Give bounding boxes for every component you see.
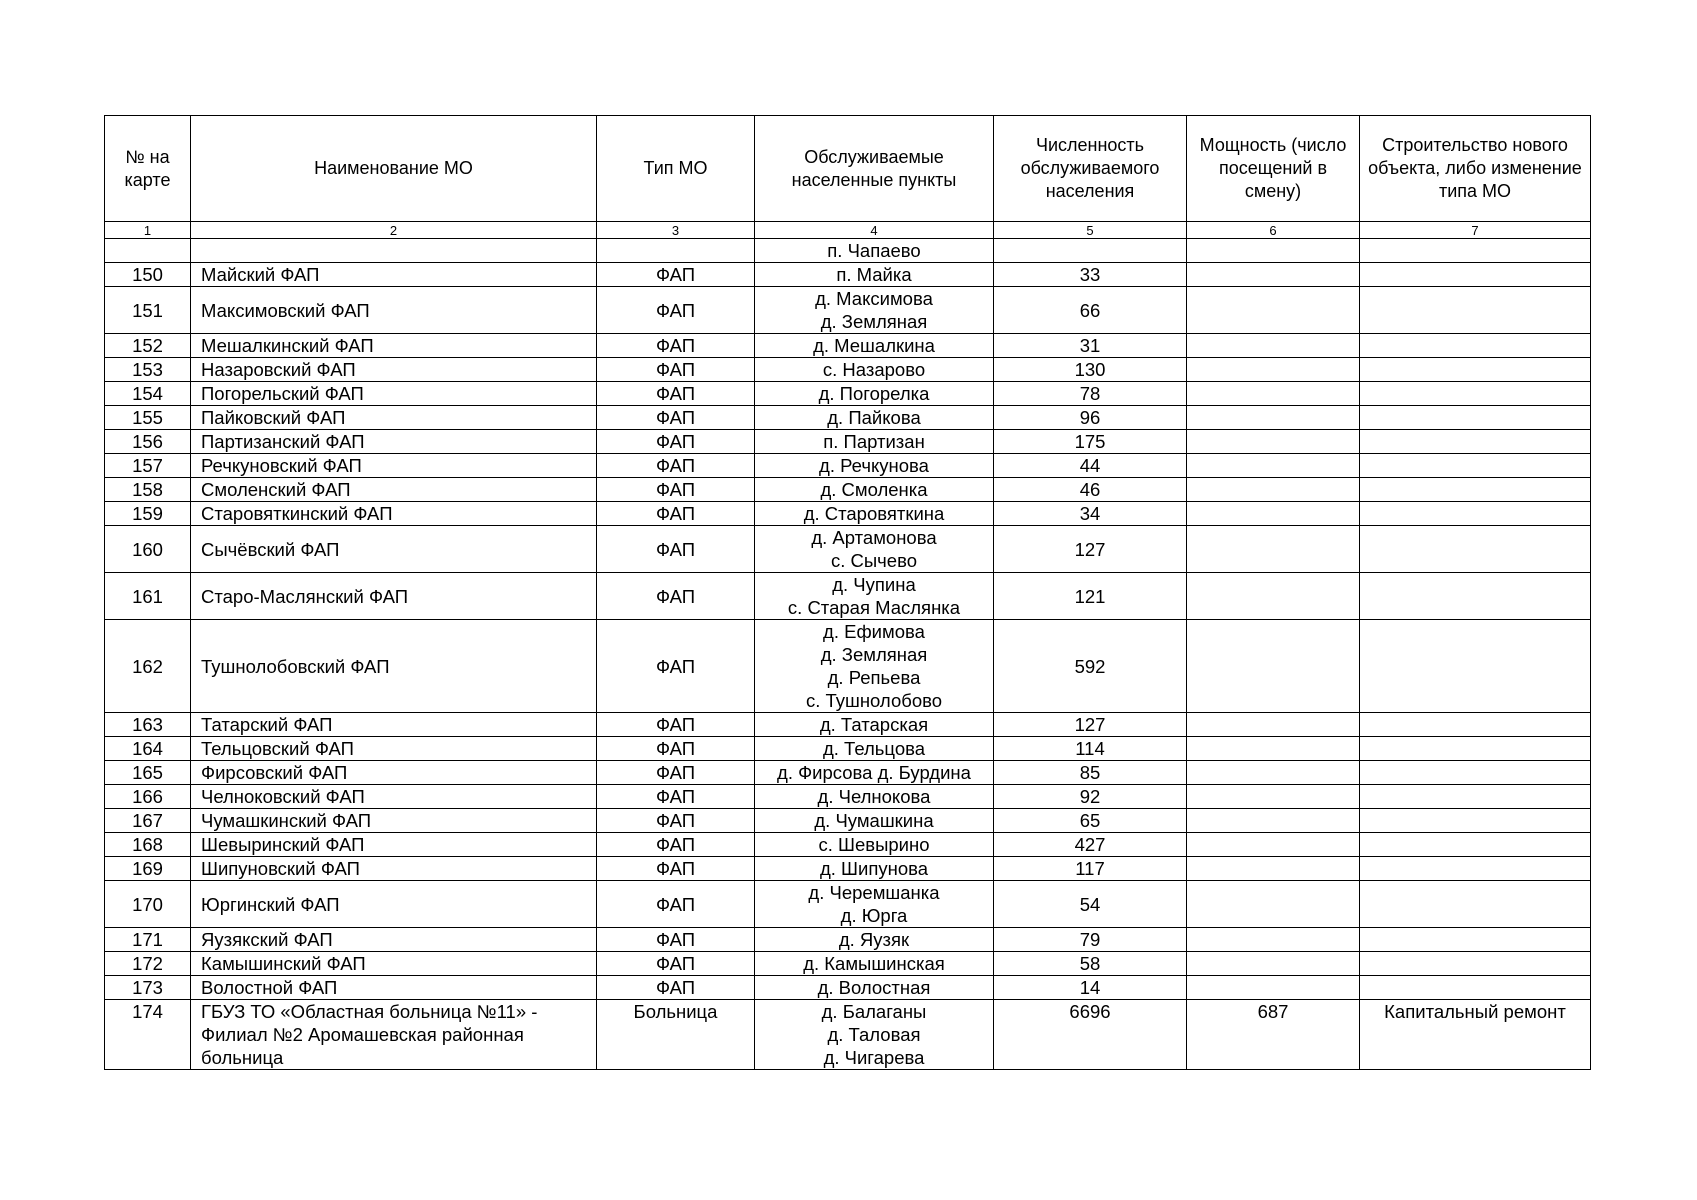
cell-population: 66 [994,287,1187,334]
cell-mo-type: ФАП [597,382,755,406]
cell-map-number: 156 [105,430,191,454]
cell-settlements [755,881,994,928]
cell-settlements [755,287,994,334]
cell-construction [1360,382,1591,406]
settlement-name: д. Тельцова [822,738,926,759]
settlement-name: д. Ефимова [823,621,925,642]
cell-mo-name: ГБУЗ ТО «Областная больница №11» - Филиал №2 Аромашевская районная больница [191,1000,597,1070]
cell-settlements [755,785,994,809]
cell-mo-type: ФАП [597,785,755,809]
cell-mo-type: ФАП [597,454,755,478]
settlement-name: с. Сычево [830,550,918,571]
cell-mo-type: ФАП [597,833,755,857]
cell-construction [1360,952,1591,976]
cell-mo-type: ФАП [597,620,755,713]
cell-population: 121 [994,573,1187,620]
cell-construction [1360,573,1591,620]
cell-map-number: 173 [105,976,191,1000]
cell-settlements [755,478,994,502]
header-settlements: Обслуживаемые населенные пункты [755,116,994,222]
cell-construction [1360,809,1591,833]
cell-capacity [1187,952,1360,976]
settlement-name: д. Татарская [819,714,929,735]
settlement-name: д. Пайкова [827,407,921,428]
settlement-name: д. Чупина [832,574,916,595]
cell-mo-type: ФАП [597,857,755,881]
cell-settlements [755,454,994,478]
cell-construction [1360,620,1591,713]
cell-capacity [1187,976,1360,1000]
cell-settlements [755,406,994,430]
cell-population: 79 [994,928,1187,952]
cell-mo-type: ФАП [597,263,755,287]
table-row [105,573,1591,620]
settlement-name: д. Балаганы [821,1001,927,1022]
settlement-name: с. Тушнолобово [805,690,943,711]
table-row [105,454,1591,478]
cell-mo-type: ФАП [597,358,755,382]
cell-construction [1360,761,1591,785]
cell-map-number: 155 [105,406,191,430]
cell-map-number: 174 [105,1000,191,1070]
cell-capacity [1187,239,1360,263]
cell-settlements [755,334,994,358]
cell-population: 46 [994,478,1187,502]
cell-mo-name: Смоленский ФАП [191,478,597,502]
cell-population: 31 [994,334,1187,358]
cell-settlements [755,620,994,713]
cell-capacity [1187,857,1360,881]
cell-map-number: 162 [105,620,191,713]
cell-population [994,239,1187,263]
table-row [105,478,1591,502]
table-body [105,239,1591,1070]
cell-construction [1360,478,1591,502]
column-number-row [105,222,1591,239]
cell-map-number [105,239,191,263]
cell-map-number: 151 [105,287,191,334]
cell-construction [1360,430,1591,454]
table-row [105,952,1591,976]
cell-mo-type [597,239,755,263]
settlement-name: п. Партизан [823,431,925,452]
cell-capacity [1187,573,1360,620]
cell-capacity [1187,809,1360,833]
cell-population: 54 [994,881,1187,928]
cell-map-number: 153 [105,358,191,382]
settlement-name: д. Яузяк [838,929,910,950]
cell-settlements [755,737,994,761]
cell-settlements [755,976,994,1000]
cell-settlements [755,952,994,976]
cell-population: 127 [994,713,1187,737]
settlement-name: д. Таловая [827,1024,921,1045]
cell-capacity [1187,406,1360,430]
cell-mo-name [191,239,597,263]
cell-settlements [755,809,994,833]
cell-population: 34 [994,502,1187,526]
cell-capacity [1187,334,1360,358]
cell-mo-type: ФАП [597,406,755,430]
cell-settlements [755,358,994,382]
cell-mo-name: Сычёвский ФАП [191,526,597,573]
cell-mo-type: ФАП [597,334,755,358]
cell-mo-name: Челноковский ФАП [191,785,597,809]
cell-construction [1360,287,1591,334]
cell-mo-type: ФАП [597,881,755,928]
cell-mo-type: ФАП [597,430,755,454]
cell-mo-type: ФАП [597,952,755,976]
table-row [105,976,1591,1000]
cell-construction [1360,526,1591,573]
header-mo-name: Наименование МО [191,116,597,222]
cell-mo-type: ФАП [597,573,755,620]
header-mo-type: Тип МО [597,116,755,222]
cell-population: 85 [994,761,1187,785]
cell-map-number: 170 [105,881,191,928]
settlement-name: д. Юрга [840,905,908,926]
settlement-name: д. Челнокова [817,786,931,807]
cell-capacity [1187,881,1360,928]
cell-capacity [1187,737,1360,761]
cell-construction: Капитальный ремонт [1360,1000,1591,1070]
cell-mo-name: Мешалкинский ФАП [191,334,597,358]
settlement-name: д. Старовяткина [803,503,945,524]
cell-mo-type: ФАП [597,976,755,1000]
table-row [105,809,1591,833]
cell-capacity [1187,526,1360,573]
cell-mo-name: Яузякский ФАП [191,928,597,952]
settlement-name: д. Камышинская [803,953,945,974]
cell-population: 6696 [994,1000,1187,1070]
cell-mo-type: ФАП [597,928,755,952]
cell-mo-name: Старовяткинский ФАП [191,502,597,526]
cell-construction [1360,713,1591,737]
cell-map-number: 167 [105,809,191,833]
cell-construction [1360,502,1591,526]
cell-settlements [755,526,994,573]
cell-capacity [1187,454,1360,478]
cell-capacity [1187,478,1360,502]
cell-settlements [755,430,994,454]
cell-map-number: 159 [105,502,191,526]
cell-mo-type: ФАП [597,713,755,737]
settlement-name: п. Чапаево [827,240,921,261]
cell-mo-type: ФАП [597,502,755,526]
cell-settlements [755,857,994,881]
cell-mo-type: ФАП [597,526,755,573]
cell-settlements [755,239,994,263]
cell-construction [1360,976,1591,1000]
settlement-name: п. Майка [836,264,912,285]
header-row [105,116,1591,222]
table-row [105,430,1591,454]
settlement-name: д. Земляная [820,311,928,332]
cell-mo-name: Партизанский ФАП [191,430,597,454]
cell-settlements [755,928,994,952]
cell-map-number: 150 [105,263,191,287]
cell-population: 127 [994,526,1187,573]
cell-settlements [755,382,994,406]
cell-capacity [1187,761,1360,785]
cell-mo-type: Больница [597,1000,755,1070]
cell-mo-name: Тельцовский ФАП [191,737,597,761]
table-row [105,239,1591,263]
cell-population: 130 [994,358,1187,382]
settlement-name: д. Шипунова [819,858,929,879]
cell-settlements [755,1000,994,1070]
cell-map-number: 163 [105,713,191,737]
table-row [105,713,1591,737]
cell-population: 44 [994,454,1187,478]
cell-mo-name: Назаровский ФАП [191,358,597,382]
cell-population: 592 [994,620,1187,713]
cell-map-number: 154 [105,382,191,406]
cell-mo-name: Шипуновский ФАП [191,857,597,881]
cell-population: 58 [994,952,1187,976]
header-map-number: № на карте [105,116,191,222]
settlement-name: д. Черемшанка [808,882,940,903]
table-row [105,761,1591,785]
cell-population: 33 [994,263,1187,287]
cell-capacity [1187,785,1360,809]
cell-mo-type: ФАП [597,761,755,785]
cell-construction [1360,737,1591,761]
column-number: 4 [755,222,994,239]
cell-construction [1360,857,1591,881]
cell-map-number: 172 [105,952,191,976]
cell-mo-name: Погорельский ФАП [191,382,597,406]
cell-population: 114 [994,737,1187,761]
settlement-name: д. Земляная [820,644,928,665]
cell-mo-name: Шевыринский ФАП [191,833,597,857]
cell-mo-name: Пайковский ФАП [191,406,597,430]
cell-mo-name: Майский ФАП [191,263,597,287]
cell-settlements [755,833,994,857]
cell-mo-name: Речкуновский ФАП [191,454,597,478]
table-row [105,833,1591,857]
settlement-name: д. Погорелка [818,383,930,404]
column-number: 1 [105,222,191,239]
settlement-name: д. Чумашкина [814,810,934,831]
cell-mo-type: ФАП [597,287,755,334]
settlement-name: с. Старая Маслянка [787,597,961,618]
cell-construction [1360,785,1591,809]
cell-capacity [1187,502,1360,526]
settlement-name: д. Фирсова д. Бурдина [777,762,971,783]
cell-mo-type: ФАП [597,478,755,502]
settlement-name: д. Речкунова [819,455,929,476]
settlement-name: д. Мешалкина [813,335,935,356]
cell-population: 175 [994,430,1187,454]
cell-capacity [1187,430,1360,454]
table-row [105,928,1591,952]
cell-capacity [1187,620,1360,713]
table-row [105,881,1591,928]
cell-mo-name: Фирсовский ФАП [191,761,597,785]
cell-mo-name: Юргинский ФАП [191,881,597,928]
cell-capacity: 687 [1187,1000,1360,1070]
column-number: 5 [994,222,1187,239]
column-number: 6 [1187,222,1360,239]
table-row [105,263,1591,287]
table-row [105,334,1591,358]
cell-construction [1360,406,1591,430]
cell-mo-name: Тушнолобовский ФАП [191,620,597,713]
cell-mo-name: Старо-Маслянский ФАП [191,573,597,620]
column-number: 3 [597,222,755,239]
cell-population: 78 [994,382,1187,406]
cell-capacity [1187,358,1360,382]
table-row [105,857,1591,881]
cell-construction [1360,334,1591,358]
cell-map-number: 157 [105,454,191,478]
cell-construction [1360,239,1591,263]
header-population: Численность обслуживаемого населения [994,116,1187,222]
cell-settlements [755,573,994,620]
cell-mo-name: Татарский ФАП [191,713,597,737]
cell-population: 117 [994,857,1187,881]
table-row [105,1000,1591,1070]
cell-capacity [1187,382,1360,406]
facilities-table [104,115,1591,1070]
cell-map-number: 166 [105,785,191,809]
cell-construction [1360,833,1591,857]
table-row [105,502,1591,526]
cell-settlements [755,502,994,526]
settlement-name: д. Волостная [817,977,931,998]
table-row [105,785,1591,809]
cell-settlements [755,263,994,287]
column-number: 2 [191,222,597,239]
cell-capacity [1187,263,1360,287]
cell-map-number: 160 [105,526,191,573]
settlement-name: д. Максимова [815,288,933,309]
cell-construction [1360,928,1591,952]
cell-map-number: 169 [105,857,191,881]
cell-settlements [755,713,994,737]
table-row [105,620,1591,713]
cell-mo-name: Камышинский ФАП [191,952,597,976]
cell-population: 92 [994,785,1187,809]
cell-map-number: 168 [105,833,191,857]
table-row [105,287,1591,334]
table-row [105,382,1591,406]
settlement-name: д. Артамонова [811,527,937,548]
settlement-name: д. Репьева [827,667,921,688]
cell-construction [1360,454,1591,478]
column-number: 7 [1360,222,1591,239]
cell-mo-name: Волостной ФАП [191,976,597,1000]
cell-population: 96 [994,406,1187,430]
settlement-name: д. Чигарева [823,1047,925,1068]
cell-population: 14 [994,976,1187,1000]
header-capacity: Мощность (число посещений в смену) [1187,116,1360,222]
cell-settlements [755,761,994,785]
settlement-name: с. Шевырино [818,834,930,855]
cell-mo-name: Чумашкинский ФАП [191,809,597,833]
cell-map-number: 152 [105,334,191,358]
cell-map-number: 164 [105,737,191,761]
table-row [105,358,1591,382]
cell-mo-type: ФАП [597,809,755,833]
table-row [105,737,1591,761]
cell-construction [1360,881,1591,928]
cell-population: 65 [994,809,1187,833]
cell-mo-name: Максимовский ФАП [191,287,597,334]
cell-construction [1360,263,1591,287]
cell-map-number: 165 [105,761,191,785]
cell-construction [1360,358,1591,382]
cell-population: 427 [994,833,1187,857]
cell-capacity [1187,928,1360,952]
cell-capacity [1187,713,1360,737]
cell-map-number: 158 [105,478,191,502]
table-row [105,526,1591,573]
settlement-name: с. Назарово [822,359,926,380]
cell-mo-type: ФАП [597,737,755,761]
table-row [105,406,1591,430]
cell-capacity [1187,833,1360,857]
settlement-name: д. Смоленка [820,479,928,500]
cell-capacity [1187,287,1360,334]
cell-map-number: 171 [105,928,191,952]
cell-map-number: 161 [105,573,191,620]
header-construction: Строительство нового объекта, либо изменение типа МО [1360,116,1591,222]
